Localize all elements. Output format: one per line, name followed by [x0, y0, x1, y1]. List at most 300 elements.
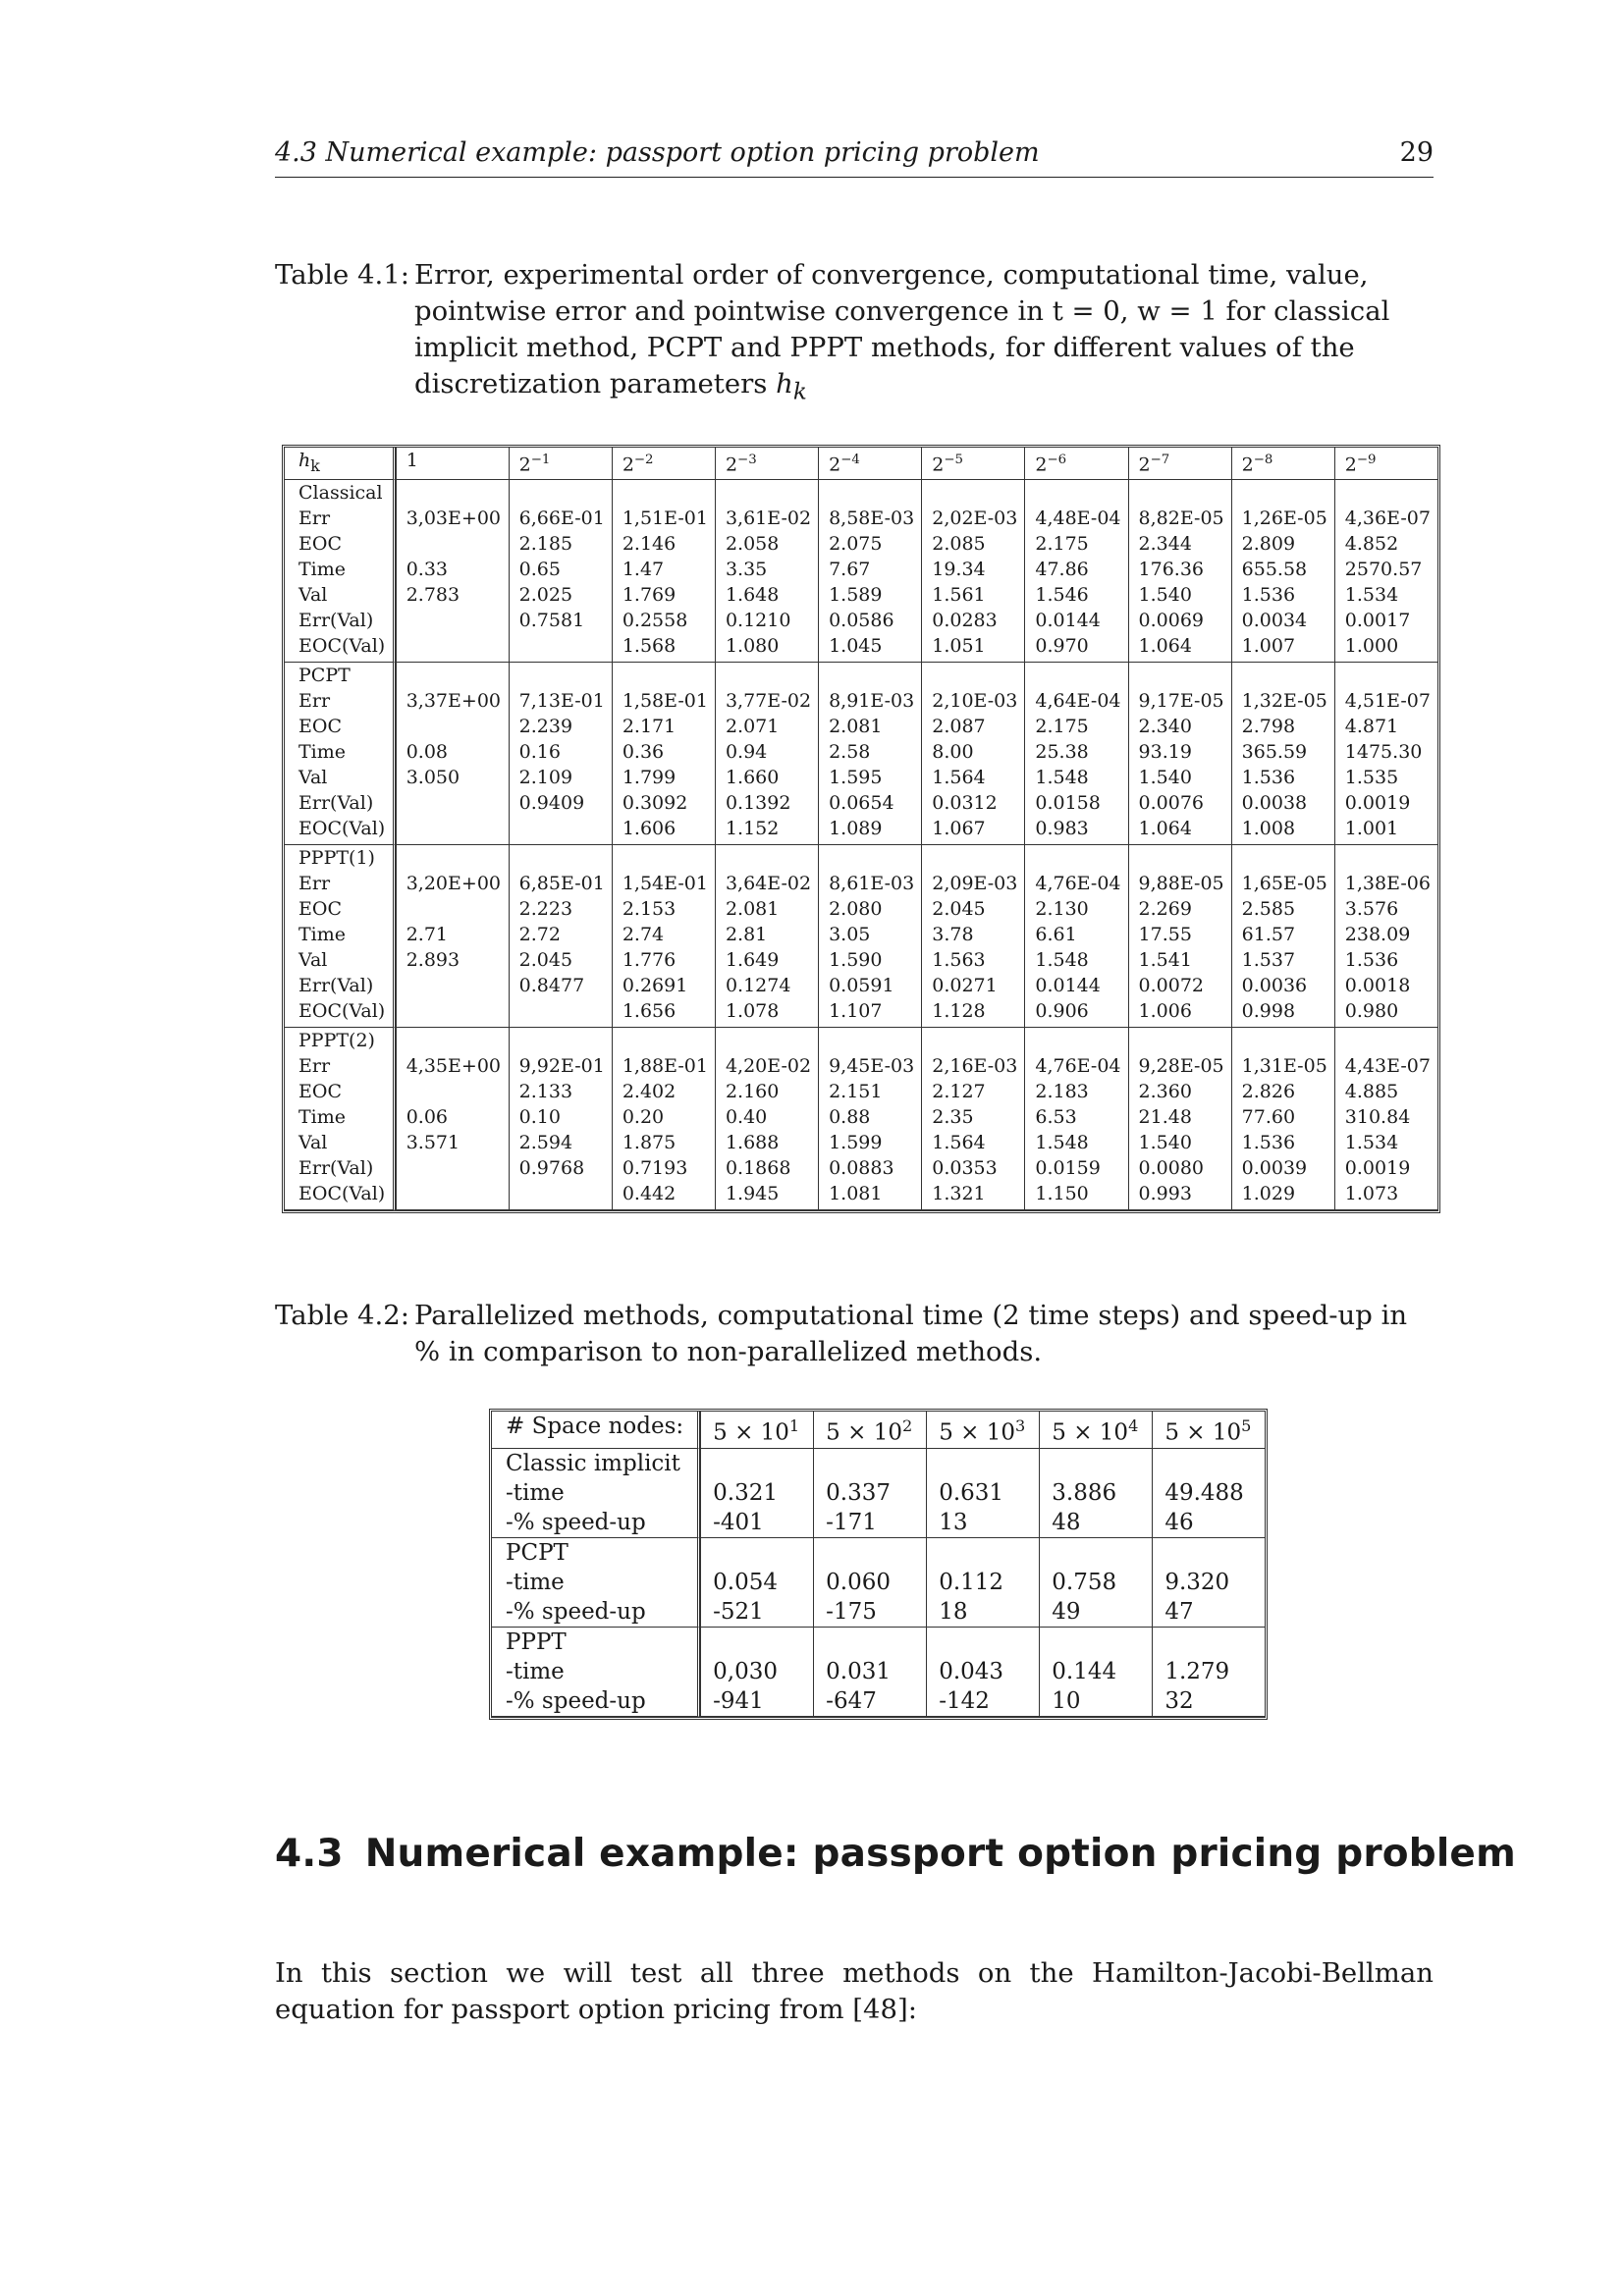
table-cell: 1.029 [1231, 1181, 1334, 1210]
table-cell: 1.107 [818, 998, 921, 1028]
table-cell: 2.133 [509, 1079, 612, 1104]
table-row [285, 816, 1437, 845]
table-cell: 0.33 [396, 557, 509, 582]
table-row [285, 998, 1437, 1028]
group-name: PCPT [492, 1538, 700, 1568]
table-cell [700, 1449, 813, 1478]
row-label: EOC(Val) [285, 633, 396, 663]
table-row [285, 1079, 1437, 1104]
table-cell: 0.1868 [715, 1155, 818, 1181]
table-cell: 0.0591 [818, 973, 921, 998]
column-exponent: 3 [1015, 1416, 1026, 1435]
column-exponent: −5 [944, 453, 963, 467]
table-cell [396, 1181, 509, 1210]
table-cell: 0.0069 [1128, 608, 1231, 633]
row-label: Time [285, 1104, 396, 1130]
table-cell: 6,66E-01 [509, 506, 612, 531]
table-cell: 310.84 [1334, 1104, 1437, 1130]
table-cell: 1.067 [921, 816, 1024, 845]
table-cell: 0.054 [700, 1568, 813, 1597]
table-cell: 3,64E-02 [715, 871, 818, 896]
table-cell: 1.536 [1231, 1130, 1334, 1155]
table-cell [1231, 480, 1334, 506]
table-row [285, 765, 1437, 790]
table-cell: 0.442 [612, 1181, 715, 1210]
table-cell: 2.71 [396, 922, 509, 947]
table-cell [1152, 1449, 1265, 1478]
table-cell: 1.540 [1128, 765, 1231, 790]
table-cell: 2.045 [509, 947, 612, 973]
table-row [492, 1568, 1265, 1597]
table-cell [612, 845, 715, 871]
table-cell: 6.53 [1024, 1104, 1127, 1130]
row-label: -% speed-up [492, 1686, 700, 1717]
table-cell [396, 1155, 509, 1181]
column-header: $2^{-1}$ [509, 448, 612, 480]
table-cell: 0.7193 [612, 1155, 715, 1181]
table-cell: 2.594 [509, 1130, 612, 1155]
table-cell [921, 1028, 1024, 1053]
header-label [285, 448, 396, 480]
table-cell: 1,58E-01 [612, 688, 715, 714]
table-cell: 4,76E-04 [1024, 871, 1127, 896]
header-label: # Space nodes: [492, 1412, 700, 1449]
table-cell: 1.089 [818, 816, 921, 845]
table-row [285, 688, 1437, 714]
table-row [285, 896, 1437, 922]
table-cell: 1.769 [612, 582, 715, 608]
row-label: Val [285, 1130, 396, 1155]
column-header: $2^{-9}$ [1334, 448, 1437, 480]
table-cell: 0.0283 [921, 608, 1024, 633]
table-cell: 0.0019 [1334, 790, 1437, 816]
column-header: $2^{-5}$ [921, 448, 1024, 480]
table-row [285, 1181, 1437, 1210]
table-cell [921, 663, 1024, 688]
table-cell: 2,16E-03 [921, 1053, 1024, 1079]
row-label: -time [492, 1657, 700, 1686]
table-header-row [492, 1412, 1265, 1449]
table-cell: 0.758 [1039, 1568, 1152, 1597]
table-cell: 1.321 [921, 1181, 1024, 1210]
table-cell: 48 [1039, 1508, 1152, 1538]
group-row [285, 845, 1437, 871]
table-row [492, 1657, 1265, 1686]
table-cell: 0,030 [700, 1657, 813, 1686]
table-cell: 1.548 [1024, 1130, 1127, 1155]
table-cell: 0.40 [715, 1104, 818, 1130]
row-label: -% speed-up [492, 1508, 700, 1538]
caption-symbol-base: h [776, 368, 793, 400]
table-cell: 1.045 [818, 633, 921, 663]
column-header: $2^{-4}$ [818, 448, 921, 480]
table-cell: 1.540 [1128, 1130, 1231, 1155]
table-cell [396, 998, 509, 1028]
table-cell [1024, 663, 1127, 688]
table-cell [926, 1628, 1039, 1657]
table-cell: 1.007 [1231, 633, 1334, 663]
table-cell: 1.534 [1334, 582, 1437, 608]
table-cell: 0.0019 [1334, 1155, 1437, 1181]
table-cell [715, 845, 818, 871]
speedup-table [489, 1409, 1268, 1720]
table-cell: 0.0312 [921, 790, 1024, 816]
table-cell: 365.59 [1231, 739, 1334, 765]
table-cell: 7,13E-01 [509, 688, 612, 714]
group-name: PPPT(1) [285, 845, 396, 871]
table-cell: -142 [926, 1686, 1039, 1717]
table-cell: 1.078 [715, 998, 818, 1028]
table-cell [396, 480, 509, 506]
column-exponent: −3 [737, 453, 757, 467]
table-cell: 3,20E+00 [396, 871, 509, 896]
table-cell [1334, 845, 1437, 871]
row-label: Err(Val) [285, 1155, 396, 1181]
row-label: Err [285, 1053, 396, 1079]
group-row [492, 1628, 1265, 1657]
table-cell: 1.536 [1231, 765, 1334, 790]
table-cell [1024, 845, 1127, 871]
table-cell: 655.58 [1231, 557, 1334, 582]
table-row [492, 1597, 1265, 1628]
table-cell [1334, 480, 1437, 506]
table-cell: 2.081 [715, 896, 818, 922]
column-exponent: −2 [633, 453, 654, 467]
table-cell: 1.279 [1152, 1657, 1265, 1686]
table-cell: 0.1210 [715, 608, 818, 633]
table-cell [813, 1628, 926, 1657]
table-cell: 1.150 [1024, 1181, 1127, 1210]
table-row [285, 871, 1437, 896]
table-cell: 0.980 [1334, 998, 1437, 1028]
column-exponent: −6 [1047, 453, 1067, 467]
table-cell: 0.16 [509, 739, 612, 765]
table-cell: 49 [1039, 1597, 1152, 1628]
table-cell: -941 [700, 1686, 813, 1717]
table-header-row [285, 448, 1437, 480]
table-cell: 2.239 [509, 714, 612, 739]
table-cell: 2,02E-03 [921, 506, 1024, 531]
table-cell: 1.648 [715, 582, 818, 608]
table-row [285, 506, 1437, 531]
table-cell [509, 663, 612, 688]
table-cell [700, 1628, 813, 1657]
table-cell [813, 1538, 926, 1568]
column-header: $5 \times 10^3$ [926, 1412, 1039, 1449]
table-cell: 3.78 [921, 922, 1024, 947]
table-cell: 0.0144 [1024, 973, 1127, 998]
column-header: $2^{-6}$ [1024, 448, 1127, 480]
table-cell: 0.321 [700, 1478, 813, 1508]
table-cell [612, 480, 715, 506]
table-cell: 1.564 [921, 1130, 1024, 1155]
table-cell: 0.0072 [1128, 973, 1231, 998]
table-cell: 2.185 [509, 531, 612, 557]
row-label: Err(Val) [285, 790, 396, 816]
table-cell: 2.402 [612, 1079, 715, 1104]
table-row [285, 1130, 1437, 1155]
table-row [285, 1155, 1437, 1181]
table-cell: 2570.57 [1334, 557, 1437, 582]
table-cell [1152, 1628, 1265, 1657]
column-header: $5 \times 10^4$ [1039, 1412, 1152, 1449]
group-name: PCPT [285, 663, 396, 688]
group-row [285, 1028, 1437, 1053]
table-cell: 2.058 [715, 531, 818, 557]
table-cell: 0.0018 [1334, 973, 1437, 998]
table-cell: 0.0586 [818, 608, 921, 633]
table-cell: 2.74 [612, 922, 715, 947]
table-row [285, 582, 1437, 608]
group-row [285, 480, 1437, 506]
table-cell: 0.0080 [1128, 1155, 1231, 1181]
section-number: 4.3 [275, 1832, 344, 1876]
column-header: $5 \times 10^2$ [813, 1412, 926, 1449]
table-cell [1128, 845, 1231, 871]
table-cell [396, 608, 509, 633]
table-cell: 0.7581 [509, 608, 612, 633]
caption-text: Parallelized methods, computational time (2 time steps) and speed-up in % in comparison to non-parallelized methods. [414, 1300, 1408, 1367]
table-cell: 4,76E-04 [1024, 1053, 1127, 1079]
table-cell: 1.064 [1128, 816, 1231, 845]
table-cell: 2.153 [612, 896, 715, 922]
table-cell: 2.340 [1128, 714, 1231, 739]
table-cell: 0.060 [813, 1568, 926, 1597]
table-cell: 1.537 [1231, 947, 1334, 973]
row-label: EOC(Val) [285, 998, 396, 1028]
table-cell: 1.599 [818, 1130, 921, 1155]
table-cell: 2.087 [921, 714, 1024, 739]
table-cell: 1.47 [612, 557, 715, 582]
table-cell: 1,26E-05 [1231, 506, 1334, 531]
table-4-1-caption [275, 257, 1434, 411]
table-cell: 1.945 [715, 1181, 818, 1210]
table-cell: 0.906 [1024, 998, 1127, 1028]
row-label: Err [285, 506, 396, 531]
table-cell: 0.06 [396, 1104, 509, 1130]
table-cell: 2.075 [818, 531, 921, 557]
table-cell: 4,64E-04 [1024, 688, 1127, 714]
table-cell: 3.05 [818, 922, 921, 947]
table-cell: 1.649 [715, 947, 818, 973]
table-cell: 1,31E-05 [1231, 1053, 1334, 1079]
table-cell: 2.071 [715, 714, 818, 739]
row-label: Time [285, 922, 396, 947]
row-label: Err(Val) [285, 608, 396, 633]
table-row [285, 531, 1437, 557]
table-row [285, 739, 1437, 765]
caption-label: Table 4.1: [275, 259, 410, 291]
table-cell: 0.88 [818, 1104, 921, 1130]
table-cell: 2,09E-03 [921, 871, 1024, 896]
table-cell: 4,51E-07 [1334, 688, 1437, 714]
table-cell: 1,38E-06 [1334, 871, 1437, 896]
table-cell: 2.081 [818, 714, 921, 739]
table-cell: 0.043 [926, 1657, 1039, 1686]
table-cell [921, 480, 1024, 506]
table-cell: 1.595 [818, 765, 921, 790]
table-cell: 0.0144 [1024, 608, 1127, 633]
column-exponent: −8 [1253, 453, 1273, 467]
table-cell [1024, 480, 1127, 506]
column-header: $2^{-7}$ [1128, 448, 1231, 480]
table-cell: 1.073 [1334, 1181, 1437, 1210]
table-cell: 3.571 [396, 1130, 509, 1155]
table-cell: -521 [700, 1597, 813, 1628]
table-cell [818, 1028, 921, 1053]
table-cell: 10 [1039, 1686, 1152, 1717]
table-cell: 0.0654 [818, 790, 921, 816]
table-cell: 0.65 [509, 557, 612, 582]
table-cell: 1,88E-01 [612, 1053, 715, 1079]
table-cell: 1.548 [1024, 765, 1127, 790]
table-cell: 46 [1152, 1508, 1265, 1538]
table-cell: 2.809 [1231, 531, 1334, 557]
table-cell: 93.19 [1128, 739, 1231, 765]
table-cell: 1.000 [1334, 633, 1437, 663]
table-cell: 0.0017 [1334, 608, 1437, 633]
table-cell: 6,85E-01 [509, 871, 612, 896]
row-label: EOC [285, 1079, 396, 1104]
row-label: EOC(Val) [285, 816, 396, 845]
table-cell: 2.085 [921, 531, 1024, 557]
column-exponent: −9 [1356, 453, 1377, 467]
table-cell: 9,92E-01 [509, 1053, 612, 1079]
table-cell [813, 1449, 926, 1478]
table-cell: 0.144 [1039, 1657, 1152, 1686]
table-cell: 0.0034 [1231, 608, 1334, 633]
table-cell: 0.0039 [1231, 1155, 1334, 1181]
table-cell: 0.970 [1024, 633, 1127, 663]
table-cell: -175 [813, 1597, 926, 1628]
table-cell: 1.051 [921, 633, 1024, 663]
table-row [285, 557, 1437, 582]
row-label: Val [285, 765, 396, 790]
table-cell [396, 531, 509, 557]
table-cell [509, 1181, 612, 1210]
table-cell: 2.826 [1231, 1079, 1334, 1104]
table-cell: 2.585 [1231, 896, 1334, 922]
table-cell [1152, 1538, 1265, 1568]
table-cell [396, 845, 509, 871]
table-cell: 2.080 [818, 896, 921, 922]
results-table [282, 445, 1440, 1213]
table-cell: 2.893 [396, 947, 509, 973]
table-cell: 2.783 [396, 582, 509, 608]
table-row [492, 1478, 1265, 1508]
table-cell: 1.564 [921, 765, 1024, 790]
table-cell: 0.0159 [1024, 1155, 1127, 1181]
table-cell [818, 480, 921, 506]
table-cell: 25.38 [1024, 739, 1127, 765]
table-cell: 2.175 [1024, 714, 1127, 739]
table-cell: 1.875 [612, 1130, 715, 1155]
group-name: PPPT(2) [285, 1028, 396, 1053]
table-cell: 1.536 [1334, 947, 1437, 973]
table-cell: 2,10E-03 [921, 688, 1024, 714]
table-cell [509, 816, 612, 845]
table-cell: 77.60 [1231, 1104, 1334, 1130]
table-cell: 7.67 [818, 557, 921, 582]
table-cell: 4,35E+00 [396, 1053, 509, 1079]
table-cell: 2.151 [818, 1079, 921, 1104]
table-cell: 3.886 [1039, 1478, 1152, 1508]
table-cell [396, 816, 509, 845]
table-cell [1039, 1538, 1152, 1568]
table-cell: 4,20E-02 [715, 1053, 818, 1079]
table-cell: 0.2558 [612, 608, 715, 633]
table-cell: 0.1274 [715, 973, 818, 998]
table-cell [396, 1079, 509, 1104]
table-cell: 6.61 [1024, 922, 1127, 947]
table-cell: 3,37E+00 [396, 688, 509, 714]
group-name: PPPT [492, 1628, 700, 1657]
table-cell: -647 [813, 1686, 926, 1717]
table-cell: 1,32E-05 [1231, 688, 1334, 714]
table-cell: 0.998 [1231, 998, 1334, 1028]
table-row [285, 1053, 1437, 1079]
table-cell: 1.776 [612, 947, 715, 973]
table-cell [715, 480, 818, 506]
table-row [285, 947, 1437, 973]
table-row [285, 790, 1437, 816]
section-title: Numerical example: passport option pricing problem [364, 1832, 1516, 1876]
column-header: $5 \times 10^5$ [1152, 1412, 1265, 1449]
table-cell [509, 480, 612, 506]
table-cell [1334, 1028, 1437, 1053]
row-label: Err [285, 688, 396, 714]
table-cell [921, 845, 1024, 871]
table-cell [926, 1449, 1039, 1478]
table-cell [1128, 480, 1231, 506]
row-label: EOC [285, 714, 396, 739]
table-cell: 176.36 [1128, 557, 1231, 582]
table-cell: 18 [926, 1597, 1039, 1628]
table-cell [396, 1028, 509, 1053]
table-cell: -401 [700, 1508, 813, 1538]
table-cell [612, 663, 715, 688]
table-cell: 2.130 [1024, 896, 1127, 922]
table-cell [1024, 1028, 1127, 1053]
table-cell [396, 633, 509, 663]
table-cell: 1.534 [1334, 1130, 1437, 1155]
caption-symbol [776, 368, 807, 405]
table-cell: 2.045 [921, 896, 1024, 922]
table-cell: 2.269 [1128, 896, 1231, 922]
table-cell: 1.606 [612, 816, 715, 845]
table-cell: 1,54E-01 [612, 871, 715, 896]
table-cell: 3,03E+00 [396, 506, 509, 531]
table-cell: 2.146 [612, 531, 715, 557]
table-cell: 4.852 [1334, 531, 1437, 557]
column-header: $2^{-8}$ [1231, 448, 1334, 480]
table-cell: 61.57 [1231, 922, 1334, 947]
table-cell: 9,45E-03 [818, 1053, 921, 1079]
table-cell [1128, 1028, 1231, 1053]
table-cell [1231, 845, 1334, 871]
row-label: Time [285, 739, 396, 765]
table-row [285, 922, 1437, 947]
table-cell: 2.360 [1128, 1079, 1231, 1104]
table-cell: 32 [1152, 1686, 1265, 1717]
table-cell: 2.58 [818, 739, 921, 765]
table-row [492, 1508, 1265, 1538]
table-cell: 1.563 [921, 947, 1024, 973]
table-cell [396, 973, 509, 998]
table-cell: 238.09 [1334, 922, 1437, 947]
table-cell [1334, 663, 1437, 688]
table-cell: 3,61E-02 [715, 506, 818, 531]
